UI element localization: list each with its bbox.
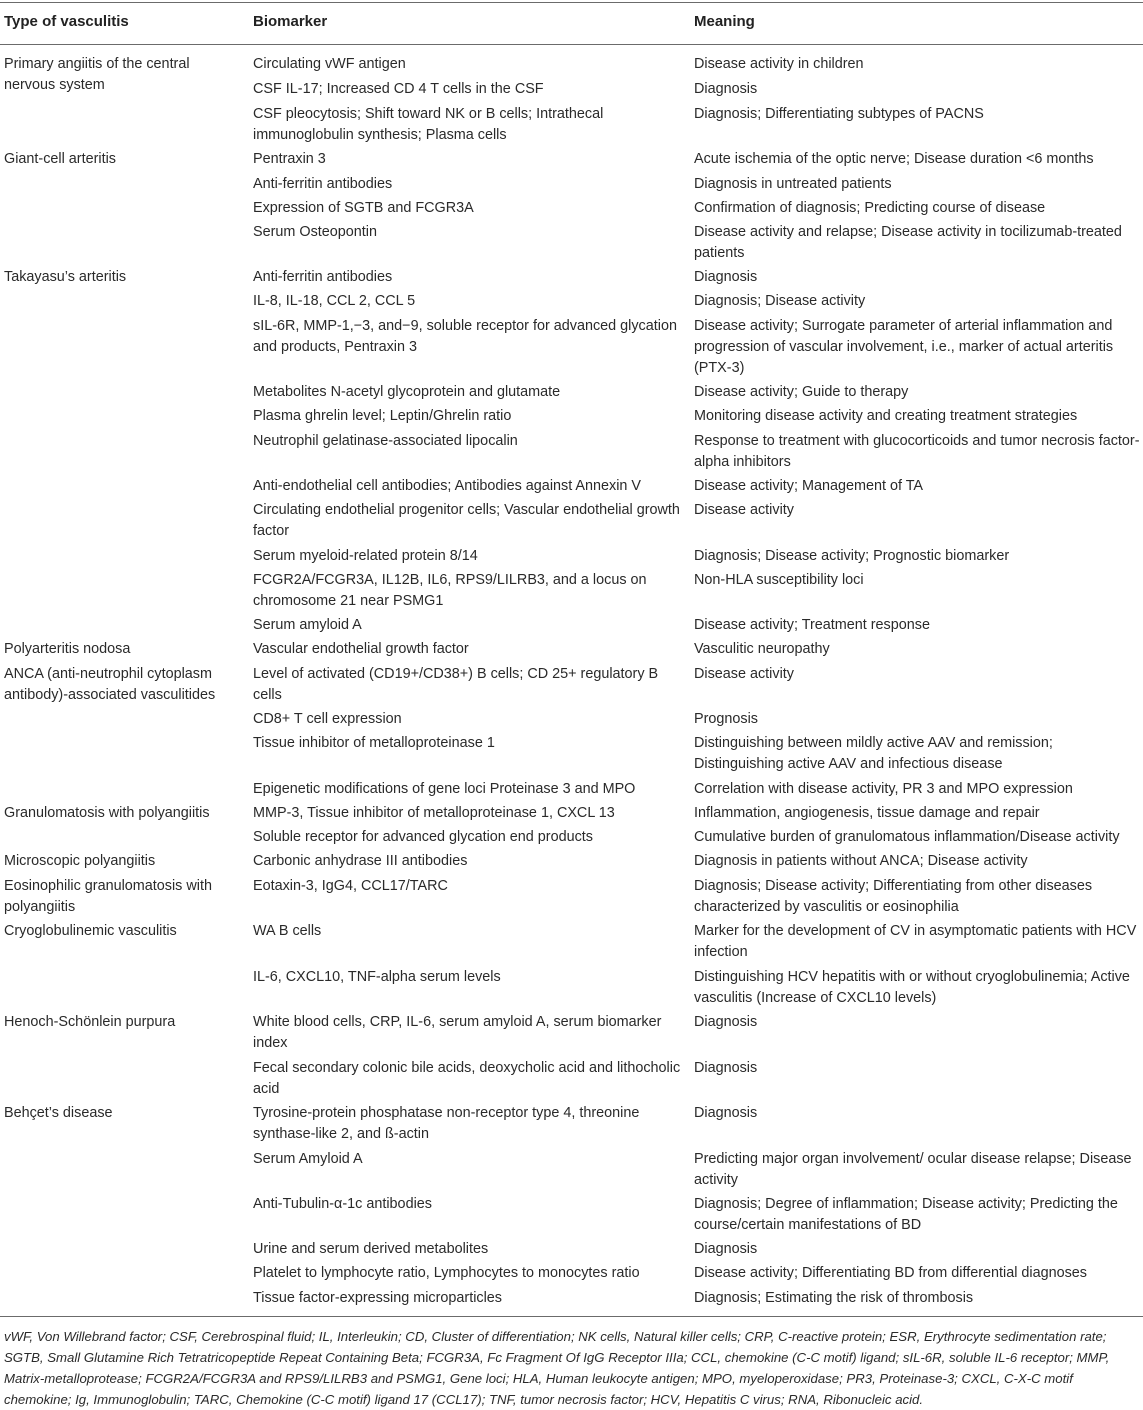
row-type-cell: Primary angiitis of the central nervous system (4, 56, 190, 93)
row-meaning-cell: Inflammation, angiogenesis, tissue damage and repair (694, 805, 1040, 821)
row-meaning-cell: Monitoring disease activity and creating treatment strategies (694, 408, 1078, 424)
row-biomarker-cell: WA B cells (253, 923, 322, 939)
header-rule (0, 44, 1143, 45)
row-biomarker-cell: Circulating vWF antigen (253, 56, 406, 72)
row-meaning-cell: Disease activity; Treatment response (694, 617, 930, 633)
row-biomarker-cell: Serum myeloid-related protein 8/14 (253, 548, 478, 564)
row-biomarker-cell: Serum amyloid A (253, 617, 362, 633)
row-meaning-cell: Diagnosis (694, 1105, 758, 1121)
row-meaning-cell: Vasculitic neuropathy (694, 641, 830, 657)
row-biomarker-cell: White blood cells, CRP, IL-6, serum amyloid A, serum biomarker index (253, 1014, 662, 1051)
row-type-cell: Eosinophilic granulomatosis with polyangiitis (4, 878, 212, 915)
row-meaning-cell: Diagnosis in untreated patients (694, 176, 892, 192)
row-type-cell: Giant-cell arteritis (4, 151, 116, 167)
row-type-cell: ANCA (anti-neutrophil cytoplasm antibody)-associated vasculitides (4, 666, 216, 703)
row-meaning-cell: Disease activity (694, 666, 794, 682)
row-biomarker-cell: Anti-ferritin antibodies (253, 176, 393, 192)
row-biomarker-cell: Fecal secondary colonic bile acids, deoxycholic acid and lithocholic acid (253, 1060, 681, 1097)
row-biomarker-cell: Anti-Tubulin-α-1c antibodies (253, 1196, 432, 1212)
row-biomarker-cell: Epigenetic modifications of gene loci Proteinase 3 and MPO (253, 781, 636, 797)
row-meaning-cell: Diagnosis; Estimating the risk of thrombosis (694, 1290, 974, 1306)
row-type-cell: Cryoglobulinemic vasculitis (4, 923, 177, 939)
row-meaning-cell: Predicting major organ involvement/ ocular disease relapse; Disease activity (694, 1151, 1132, 1188)
row-meaning-cell: Diagnosis; Disease activity; Differentiating from other diseases characterized by vasculitis or eosinophilia (694, 878, 1093, 915)
row-type-cell: Microscopic polyangiitis (4, 853, 156, 869)
row-biomarker-cell: Carbonic anhydrase III antibodies (253, 853, 468, 869)
row-biomarker-cell: Serum Amyloid A (253, 1151, 363, 1167)
header-type: Type of vasculitis (4, 13, 129, 30)
row-type-cell: Behçet’s disease (4, 1105, 113, 1121)
table-top-rule (0, 2, 1143, 3)
table-bottom-rule (0, 1316, 1143, 1317)
row-meaning-cell: Correlation with disease activity, PR 3 and MPO expression (694, 781, 1073, 797)
row-biomarker-cell: Urine and serum derived metabolites (253, 1241, 489, 1257)
row-meaning-cell: Diagnosis in patients without ANCA; Disease activity (694, 853, 1028, 869)
row-biomarker-cell: Platelet to lymphocyte ratio, Lymphocytes to monocytes ratio (253, 1265, 640, 1281)
header-biomarker: Biomarker (253, 13, 328, 30)
row-meaning-cell: Disease activity; Guide to therapy (694, 384, 909, 400)
row-meaning-cell: Diagnosis; Disease activity; Prognostic biomarker (694, 548, 1010, 564)
row-biomarker-cell: CSF IL-17; Increased CD 4 T cells in the CSF (253, 81, 544, 97)
row-meaning-cell: Distinguishing HCV hepatitis with or without cryoglobulinemia; Active vasculitis (Increase of CXCL10 levels) (694, 969, 1130, 1006)
row-meaning-cell: Diagnosis (694, 1014, 758, 1030)
row-biomarker-cell: Anti-ferritin antibodies (253, 269, 393, 285)
row-meaning-cell: Disease activity; Surrogate parameter of arterial inflammation and progression of vascular involvement, i.e., marker of actual arteritis (PTX-3) (694, 318, 1114, 376)
row-type-cell: Takayasu’s arteritis (4, 269, 127, 285)
row-biomarker-cell: Tyrosine-protein phosphatase non-receptor type 4, threonine synthase-like 2, and ß-actin (253, 1105, 640, 1142)
row-meaning-cell: Diagnosis (694, 81, 758, 97)
table-footnote: vWF, Von Willebrand factor; CSF, Cerebrospinal fluid; IL, Interleukin; CD, Cluster of differentiation; NK cells, Natural killer cells; CRP, C-reactive protein; ESR, Erythrocyte sedimentation rate; SGTB, Small Glutamine Rich Tetratricopeptide Repeat Containing Beta; FCGR3A, Fc Fragment Of IgG Receptor IIIa; CCL, chemokine (C-C motif) ligand; sIL-6R, soluble IL-6 receptor; MMP, Matrix-metalloprotease; FCGR2A/FCGR3A and RPS9/LILRB3 and PSMG1, Gene loci; HLA, Human leukocyte antigen; MPO, myeloperoxidase; PR3, Proteinase-3; CXCL, C-X-C motif chemokine; Ig, Immunoglobulin; TARC, Chemokine (C-C motif) ligand 17 (CCL17); TNF, tumor necrosis factor; HCV, Hepatitis C virus; RNA, Ribonucleic acid. (4, 1329, 1110, 1407)
row-meaning-cell: Cumulative burden of granulomatous inflammation/Disease activity (694, 829, 1120, 845)
row-biomarker-cell: Serum Osteopontin (253, 224, 377, 240)
row-biomarker-cell: Tissue factor-expressing microparticles (253, 1290, 502, 1306)
row-meaning-cell: Disease activity (694, 502, 794, 518)
row-meaning-cell: Acute ischemia of the optic nerve; Disease duration <6 months (694, 151, 1094, 167)
row-biomarker-cell: Level of activated (CD19+/CD38+) B cells; CD 25+ regulatory B cells (253, 666, 659, 703)
row-meaning-cell: Diagnosis; Differentiating subtypes of PACNS (694, 106, 984, 122)
row-biomarker-cell: IL-6, CXCL10, TNF-alpha serum levels (253, 969, 501, 985)
row-biomarker-cell: MMP-3, Tissue inhibitor of metalloproteinase 1, CXCL 13 (253, 805, 615, 821)
row-type-cell: Polyarteritis nodosa (4, 641, 131, 657)
row-biomarker-cell: Expression of SGTB and FCGR3A (253, 200, 474, 216)
row-meaning-cell: Disease activity; Differentiating BD from differential diagnoses (694, 1265, 1088, 1281)
row-biomarker-cell: CD8+ T cell expression (253, 711, 402, 727)
row-biomarker-cell: Neutrophil gelatinase-associated lipocalin (253, 433, 518, 449)
row-meaning-cell: Diagnosis; Degree of inflammation; Disease activity; Predicting the course/certain manifestations of BD (694, 1196, 1118, 1233)
row-biomarker-cell: Tissue inhibitor of metalloproteinase 1 (253, 735, 495, 751)
row-meaning-cell: Diagnosis; Disease activity (694, 293, 866, 309)
row-meaning-cell: Disease activity and relapse; Disease activity in tocilizumab-treated patients (694, 224, 1122, 261)
row-biomarker-cell: Circulating endothelial progenitor cells; Vascular endothelial growth factor (253, 502, 680, 539)
row-meaning-cell: Diagnosis (694, 269, 758, 285)
row-meaning-cell: Disease activity; Management of TA (694, 478, 924, 494)
row-biomarker-cell: Eotaxin-3, IgG4, CCL17/TARC (253, 878, 448, 894)
row-meaning-cell: Response to treatment with glucocorticoids and tumor necrosis factor-alpha inhibitors (694, 433, 1140, 470)
row-meaning-cell: Marker for the development of CV in asymptomatic patients with HCV infection (694, 923, 1137, 960)
row-type-cell: Henoch-Schönlein purpura (4, 1014, 176, 1030)
row-meaning-cell: Disease activity in children (694, 56, 864, 72)
row-biomarker-cell: Anti-endothelial cell antibodies; Antibodies against Annexin V (253, 478, 642, 494)
row-biomarker-cell: Pentraxin 3 (253, 151, 326, 167)
row-biomarker-cell: Soluble receptor for advanced glycation end products (253, 829, 593, 845)
row-meaning-cell: Diagnosis (694, 1241, 758, 1257)
row-meaning-cell: Non-HLA susceptibility loci (694, 572, 864, 588)
row-meaning-cell: Confirmation of diagnosis; Predicting course of disease (694, 200, 1046, 216)
row-meaning-cell: Diagnosis (694, 1060, 758, 1076)
row-biomarker-cell: IL-8, IL-18, CCL 2, CCL 5 (253, 293, 416, 309)
row-biomarker-cell: Vascular endothelial growth factor (253, 641, 469, 657)
row-meaning-cell: Prognosis (694, 711, 758, 727)
row-biomarker-cell: sIL-6R, MMP-1,−3, and−9, soluble receptor for advanced glycation and products, Pentraxin 3 (253, 318, 677, 355)
row-meaning-cell: Distinguishing between mildly active AAV and remission; Distinguishing active AAV and infectious disease (694, 735, 1053, 772)
header-meaning: Meaning (694, 13, 755, 30)
row-biomarker-cell: Metabolites N-acetyl glycoprotein and glutamate (253, 384, 561, 400)
row-biomarker-cell: CSF pleocytosis; Shift toward NK or B cells; Intrathecal immunoglobulin synthesis; Plasma cells (253, 106, 604, 143)
row-biomarker-cell: FCGR2A/FCGR3A, IL12B, IL6, RPS9/LILRB3, and a locus on chromosome 21 near PSMG1 (253, 572, 647, 609)
row-biomarker-cell: Plasma ghrelin level; Leptin/Ghrelin ratio (253, 408, 512, 424)
row-type-cell: Granulomatosis with polyangiitis (4, 805, 210, 821)
